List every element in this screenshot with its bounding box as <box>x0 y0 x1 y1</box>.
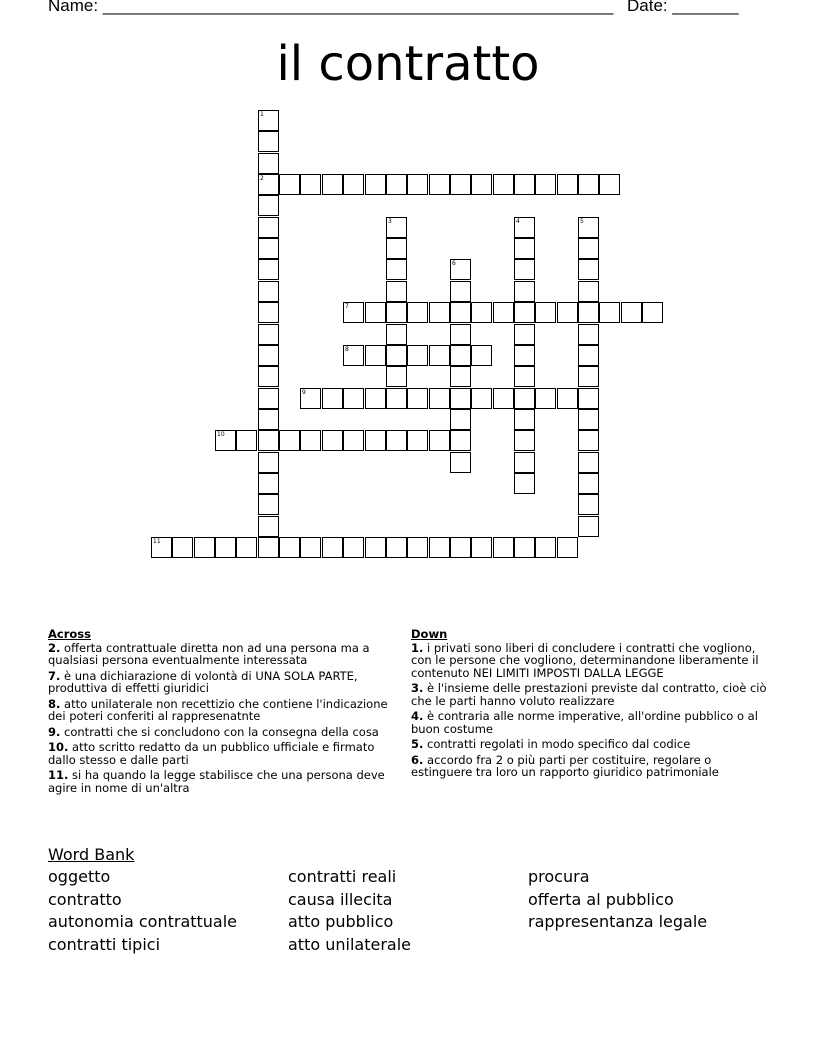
crossword-cell[interactable] <box>386 345 407 366</box>
crossword-cell[interactable] <box>578 174 599 195</box>
crossword-cell[interactable] <box>493 388 514 409</box>
clue-text: accordo fra 2 o più parti per costituire, regolare o estinguere tra loro un rapporto giuridico patrimoniale <box>411 752 719 779</box>
clue-text: atto scritto redatto da un pubblico ufficiale e firmato dallo stesso e dalle parti <box>48 740 375 767</box>
crossword-cell[interactable] <box>557 537 578 558</box>
clue-text: è l'insieme delle prestazioni previste dal contratto, cioè ciò che le parti hanno voluto realizzare <box>411 681 767 708</box>
crossword-cell[interactable] <box>343 302 364 323</box>
word-bank-item: atto unilaterale <box>288 934 411 954</box>
word-bank-item: offerta al pubblico <box>528 889 674 909</box>
crossword-cell[interactable] <box>343 537 364 558</box>
crossword-cell[interactable] <box>471 302 492 323</box>
clue-text: atto unilaterale non recettizio che contiene l'indicazione dei poteri conferiti al rappresenatnte <box>48 696 388 723</box>
across-clue <box>48 642 393 667</box>
crossword-cell[interactable] <box>258 473 279 494</box>
crossword-cell[interactable] <box>215 537 236 558</box>
crossword-cell[interactable] <box>343 388 364 409</box>
crossword-cell[interactable] <box>578 259 599 280</box>
crossword-cell[interactable] <box>343 430 364 451</box>
crossword-cell[interactable] <box>279 430 300 451</box>
crossword-cell[interactable] <box>578 281 599 302</box>
crossword-cell[interactable] <box>578 302 599 323</box>
down-clue <box>411 642 771 680</box>
down-clues <box>411 628 771 782</box>
crossword-cell[interactable] <box>258 174 279 195</box>
crossword-cell[interactable] <box>258 452 279 473</box>
crossword-cell[interactable] <box>450 537 471 558</box>
crossword-cell[interactable] <box>322 537 343 558</box>
word-bank-title: Word Bank <box>48 845 135 864</box>
crossword-cell[interactable] <box>429 537 450 558</box>
word-bank-item: contratto <box>48 889 122 909</box>
crossword-cell[interactable] <box>557 174 578 195</box>
crossword-cell[interactable] <box>386 174 407 195</box>
across-clue <box>48 769 393 794</box>
clue-number: 4. <box>411 709 424 723</box>
clue-text: contratti che si concludono con la consegna della cosa <box>64 724 379 739</box>
crossword-cell[interactable] <box>578 238 599 259</box>
crossword-cell[interactable] <box>578 324 599 345</box>
cell-number: 11 <box>153 538 161 545</box>
crossword-cell[interactable] <box>258 281 279 302</box>
cell-number: 1 <box>260 111 264 118</box>
word-bank-item: contratti tipici <box>48 934 161 954</box>
page-title: il contratto <box>276 36 540 92</box>
crossword-cell[interactable] <box>514 452 535 473</box>
cell-number: 5 <box>580 218 584 225</box>
crossword-cell[interactable] <box>343 174 364 195</box>
crossword-cell[interactable] <box>450 452 471 473</box>
cell-number: 9 <box>302 389 306 396</box>
word-bank-item: oggetto <box>48 867 111 886</box>
cell-number: 6 <box>452 260 456 267</box>
crossword-cell[interactable] <box>258 324 279 345</box>
crossword-cell[interactable] <box>514 259 535 280</box>
word-bank-item: atto pubblico <box>288 912 394 931</box>
crossword-cell[interactable] <box>514 473 535 494</box>
date-field: Date: _______ <box>627 0 739 15</box>
crossword-cell[interactable] <box>365 174 386 195</box>
crossword-cell[interactable] <box>258 259 279 280</box>
crossword-cell[interactable] <box>578 217 599 238</box>
clue-number: 7. <box>48 668 61 683</box>
crossword-cell[interactable] <box>322 388 343 409</box>
crossword-cell[interactable] <box>151 537 172 558</box>
clue-number: 1. <box>411 640 424 655</box>
crossword-cell[interactable] <box>407 537 428 558</box>
crossword-cell[interactable] <box>471 537 492 558</box>
crossword-cell[interactable] <box>300 174 321 195</box>
crossword-cell[interactable] <box>450 174 471 195</box>
clue-text: contratti regolati in modo specifico dal codice <box>427 737 691 751</box>
cell-number: 10 <box>217 431 225 438</box>
crossword-cell[interactable] <box>322 174 343 195</box>
crossword-cell[interactable] <box>386 537 407 558</box>
clue-number: 9. <box>48 724 61 739</box>
crossword-cell[interactable] <box>258 388 279 409</box>
crossword-cell[interactable] <box>365 388 386 409</box>
clue-number: 10. <box>48 740 69 754</box>
crossword-cell[interactable] <box>450 259 471 280</box>
crossword-cell[interactable] <box>514 409 535 430</box>
crossword-cell[interactable] <box>429 174 450 195</box>
crossword-cell[interactable] <box>450 324 471 345</box>
crossword-cell[interactable] <box>578 516 599 537</box>
down-clue <box>411 710 771 735</box>
crossword-cell[interactable] <box>386 238 407 259</box>
clue-text: si ha quando la legge stabilisce che una persona deve agire in nome di un'altra <box>48 768 385 795</box>
across-clue <box>48 698 393 723</box>
crossword-cell[interactable] <box>514 430 535 451</box>
word-bank-item: causa illecita <box>288 889 393 909</box>
crossword-cell[interactable] <box>386 217 407 238</box>
crossword-cell[interactable] <box>258 345 279 366</box>
clue-number: 5. <box>411 737 424 751</box>
crossword-cell[interactable] <box>407 174 428 195</box>
word-bank-item: contratti reali <box>288 867 397 886</box>
crossword-cell[interactable] <box>450 388 471 409</box>
down-clue <box>411 682 771 707</box>
down-heading: Down <box>411 627 448 641</box>
crossword-cell[interactable] <box>578 345 599 366</box>
crossword-cell[interactable] <box>258 430 279 451</box>
crossword-cell[interactable] <box>258 302 279 323</box>
crossword-cell[interactable] <box>471 174 492 195</box>
crossword-cell[interactable] <box>322 430 343 451</box>
crossword-cell[interactable] <box>514 174 535 195</box>
word-bank-item: autonomia contrattuale <box>48 912 238 931</box>
crossword-cell[interactable] <box>514 388 535 409</box>
word-bank-item: procura <box>528 867 590 886</box>
crossword-cell[interactable] <box>535 388 556 409</box>
cell-number: 3 <box>388 218 392 225</box>
crossword-cell[interactable] <box>407 345 428 366</box>
crossword-cell[interactable] <box>386 324 407 345</box>
crossword-cell[interactable] <box>450 430 471 451</box>
crossword-cell[interactable] <box>450 281 471 302</box>
crossword-cell[interactable] <box>493 302 514 323</box>
crossword-cell[interactable] <box>535 174 556 195</box>
crossword-cell[interactable] <box>194 537 215 558</box>
crossword-cell[interactable] <box>514 366 535 387</box>
clue-text: i privati sono liberi di concludere i contratti che vogliono, con le persone che vogliono, determinandone liberamente il contenuto NEI LIMITI IMPOSTI DALLA LEGGE <box>411 640 759 680</box>
down-clue <box>411 738 771 751</box>
crossword-cell[interactable] <box>258 537 279 558</box>
crossword-cell[interactable] <box>429 345 450 366</box>
crossword-cell[interactable] <box>300 537 321 558</box>
crossword-cell[interactable] <box>258 195 279 216</box>
word-bank <box>48 866 768 966</box>
crossword-cell[interactable] <box>514 217 535 238</box>
cell-number: 4 <box>516 218 520 225</box>
crossword-cell[interactable] <box>514 238 535 259</box>
crossword-cell[interactable] <box>365 430 386 451</box>
crossword-cell[interactable] <box>386 366 407 387</box>
crossword-cell[interactable] <box>365 302 386 323</box>
crossword-cell[interactable] <box>514 281 535 302</box>
crossword-cell[interactable] <box>386 430 407 451</box>
crossword-cell[interactable] <box>258 516 279 537</box>
crossword-cell[interactable] <box>578 452 599 473</box>
crossword-cell[interactable] <box>493 174 514 195</box>
clue-number: 3. <box>411 681 424 695</box>
crossword-cell[interactable] <box>514 302 535 323</box>
cell-number: 2 <box>260 175 264 182</box>
crossword-cell[interactable] <box>578 473 599 494</box>
down-clue <box>411 754 771 779</box>
crossword-cell[interactable] <box>429 388 450 409</box>
crossword-cell[interactable] <box>258 494 279 515</box>
crossword-cell[interactable] <box>599 302 620 323</box>
crossword-cell[interactable] <box>407 430 428 451</box>
crossword-cell[interactable] <box>429 430 450 451</box>
clue-number: 6. <box>411 752 424 767</box>
crossword-cell[interactable] <box>236 430 257 451</box>
crossword-cell[interactable] <box>172 537 193 558</box>
crossword-cell[interactable] <box>450 409 471 430</box>
crossword-cell[interactable] <box>514 324 535 345</box>
crossword-cell[interactable] <box>407 388 428 409</box>
crossword-cell[interactable] <box>578 409 599 430</box>
crossword-cell[interactable] <box>578 388 599 409</box>
crossword-cell[interactable] <box>407 302 428 323</box>
crossword-cell[interactable] <box>386 388 407 409</box>
clue-number: 8. <box>48 696 61 711</box>
crossword-cell[interactable] <box>557 388 578 409</box>
crossword-cell[interactable] <box>215 430 236 451</box>
clue-number: 11. <box>48 768 69 782</box>
crossword-cell[interactable] <box>300 430 321 451</box>
crossword-cell[interactable] <box>258 238 279 259</box>
name-field: Name: ______________________________________________________ <box>48 0 614 15</box>
crossword-cell[interactable] <box>386 281 407 302</box>
crossword-cell[interactable] <box>535 537 556 558</box>
clue-text: è contraria alle norme imperative, all'ordine pubblico o al buon costume <box>411 709 758 736</box>
crossword-cell[interactable] <box>258 153 279 174</box>
crossword-cell[interactable] <box>258 131 279 152</box>
clue-number: 2. <box>48 640 61 655</box>
crossword-cell[interactable] <box>578 494 599 515</box>
crossword-cell[interactable] <box>642 302 663 323</box>
crossword-cell[interactable] <box>279 174 300 195</box>
crossword-cell[interactable] <box>343 345 364 366</box>
crossword-cell[interactable] <box>450 345 471 366</box>
crossword-cell[interactable] <box>450 302 471 323</box>
crossword-cell[interactable] <box>258 366 279 387</box>
crossword-cell[interactable] <box>386 259 407 280</box>
crossword-cell[interactable] <box>300 388 321 409</box>
across-clue <box>48 741 393 766</box>
crossword-cell[interactable] <box>365 345 386 366</box>
crossword-cell[interactable] <box>514 345 535 366</box>
across-clues <box>48 628 393 797</box>
crossword-cell[interactable] <box>514 537 535 558</box>
crossword-cell[interactable] <box>258 409 279 430</box>
crossword-cell[interactable] <box>578 366 599 387</box>
word-bank-item: rappresentanza legale <box>528 912 708 931</box>
crossword-cell[interactable] <box>258 110 279 131</box>
clue-text: è una dichiarazione di volontà di UNA SOLA PARTE, produttiva di effetti giuridici <box>48 668 358 695</box>
crossword-cell[interactable] <box>557 302 578 323</box>
cell-number: 8 <box>345 346 349 353</box>
crossword-cell[interactable] <box>236 537 257 558</box>
crossword-cell[interactable] <box>578 430 599 451</box>
crossword-cell[interactable] <box>429 302 450 323</box>
cell-number: 7 <box>345 303 349 310</box>
crossword-cell[interactable] <box>471 388 492 409</box>
crossword-cell[interactable] <box>258 217 279 238</box>
across-clue <box>48 670 393 695</box>
clue-text: offerta contrattuale diretta non ad una persona ma a qualsiasi persona eventualmente interessata <box>48 640 370 667</box>
crossword-cell[interactable] <box>279 537 300 558</box>
crossword-cell[interactable] <box>450 366 471 387</box>
crossword-cell[interactable] <box>386 302 407 323</box>
across-clue <box>48 726 393 739</box>
crossword-cell[interactable] <box>493 537 514 558</box>
crossword-cell[interactable] <box>621 302 642 323</box>
crossword-cell[interactable] <box>365 537 386 558</box>
across-heading: Across <box>48 627 91 641</box>
crossword-cell[interactable] <box>535 302 556 323</box>
crossword-cell[interactable] <box>471 345 492 366</box>
crossword-cell[interactable] <box>599 174 620 195</box>
